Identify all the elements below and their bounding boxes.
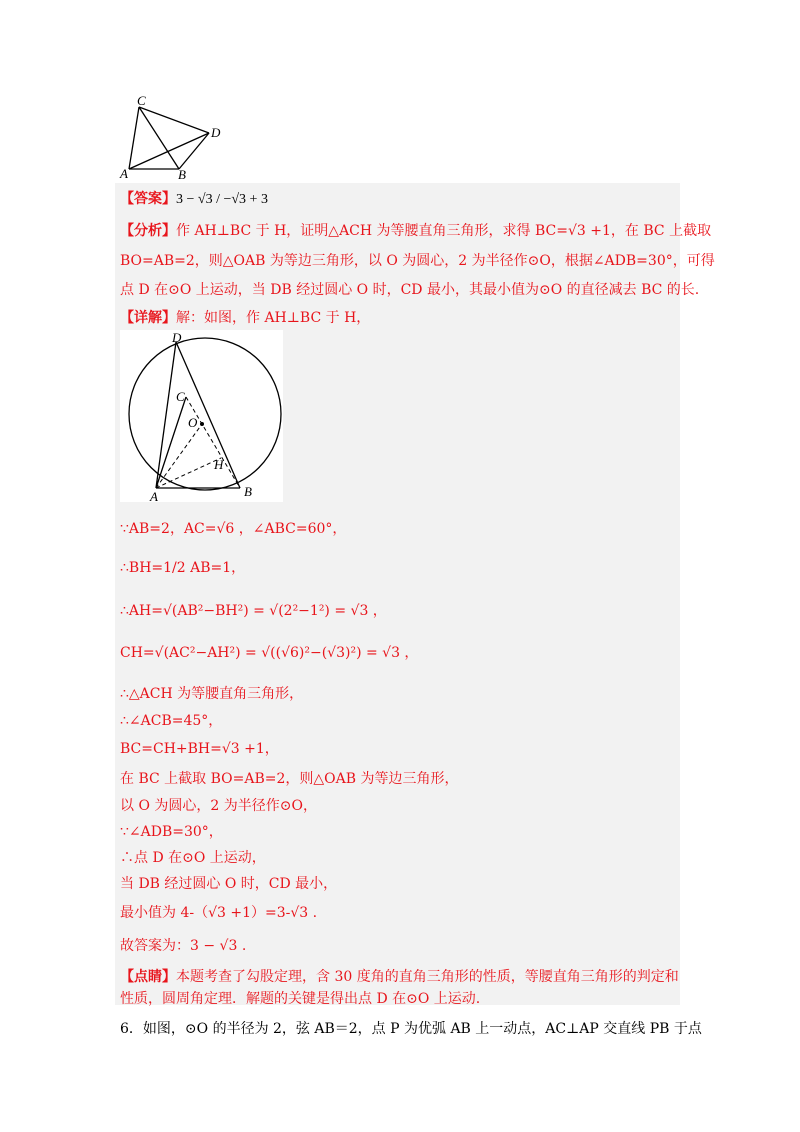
step-12: 当 DB 经过圆心 O 时，CD 最小， (120, 876, 338, 892)
answer-line (120, 189, 268, 210)
label-c: C (137, 93, 146, 108)
segment-cb (186, 397, 240, 488)
analysis-text-1: 作 AH⊥BC 于 H，证明△ACH 为等腰直角三角形，求得 BC=√3 +1，在 BC 上截取 (176, 223, 712, 239)
step-9: 以 O 为圆心，2 为半径作⊙O， (120, 798, 317, 814)
step-6: ∴∠ACB=45°， (120, 713, 223, 729)
step-13: 最小值为 4-（√3 +1）=3-√3 . (120, 905, 318, 921)
step-14: 故答案为：3 − √3 . (120, 938, 247, 954)
detail-tag: 【详解】 (120, 310, 176, 326)
label-b: B (178, 167, 186, 182)
label-h: H (214, 457, 224, 472)
answer-tag: 【答案】 (120, 191, 176, 207)
comment-line-1 (120, 967, 679, 987)
comment-text-1: 本题考查了勾股定理，含 30 度角的直角三角形的性质，等腰直角三角形的判定和 (176, 969, 679, 985)
quadrilateral-figure (118, 92, 230, 182)
step-7: BC=CH+BH=√3 +1， (120, 741, 279, 757)
analysis-line-1 (120, 221, 711, 241)
segment-cd (139, 107, 209, 133)
step-3: ∴AH=√(AB²−BH²) = √(2²−1²) = √3 ， (120, 603, 387, 619)
segment-ca (129, 107, 139, 169)
step-8: 在 BC 上截取 BO=AB=2，则△OAB 为等边三角形， (120, 771, 459, 787)
label-c: C (176, 389, 185, 404)
step-1: ∵AB=2，AC=√6 ，∠ABC=60°， (120, 521, 347, 537)
label-d: D (211, 125, 221, 140)
segment-cb (139, 107, 179, 169)
analysis-tag: 【分析】 (120, 223, 176, 239)
segment-db (176, 342, 240, 488)
segment-ac (156, 397, 186, 488)
step-5: ∴△ACH 为等腰直角三角形， (120, 686, 304, 702)
comment-tag: 【点睛】 (120, 969, 176, 985)
analysis-line-3: 点 D 在⊙O 上运动，当 DB 经过圆心 O 时，CD 最小，其最小值为⊙O 的直径减去 BC 的长. (120, 282, 700, 298)
segment-bd (179, 133, 209, 169)
label-a: A (120, 166, 128, 181)
label-b: B (244, 484, 252, 499)
question-6: 6．如图，⊙O 的半径为 2，弦 AB＝2，点 P 为优弧 AB 上一动点，AC⊥AP 交直线 PB 于点 (120, 1021, 702, 1037)
label-a: A (150, 489, 158, 502)
detail-text: 解：如图，作 AH⊥BC 于 H， (176, 310, 371, 326)
detail-line (120, 308, 370, 328)
comment-line-2: 性质，圆周角定理．解题的关键是得出点 D 在⊙O 上运动. (120, 991, 481, 1007)
analysis-line-2: BO=AB=2，则△OAB 为等边三角形，以 O 为圆心，2 为半径作⊙O，根据∠ADB=30°，可得 (120, 253, 715, 269)
label-o: O (188, 415, 198, 430)
center-point (200, 422, 204, 426)
step-4: CH=√(AC²−AH²) = √((√6)²−(√3)²) = √3 ， (120, 645, 419, 661)
circle-figure (120, 330, 283, 502)
answer-text: 3 − √3 / −√3 + 3 (176, 192, 268, 207)
step-11: ∴点 D 在⊙O 上运动， (120, 850, 266, 866)
label-d: D (172, 330, 182, 345)
segment-da (156, 342, 176, 488)
segment-ah (156, 458, 221, 488)
circle-o (129, 338, 281, 490)
step-10: ∵∠ADB=30°， (120, 824, 223, 840)
step-2: ∴BH=1/2 AB=1， (120, 560, 246, 576)
segment-ad (129, 133, 209, 169)
